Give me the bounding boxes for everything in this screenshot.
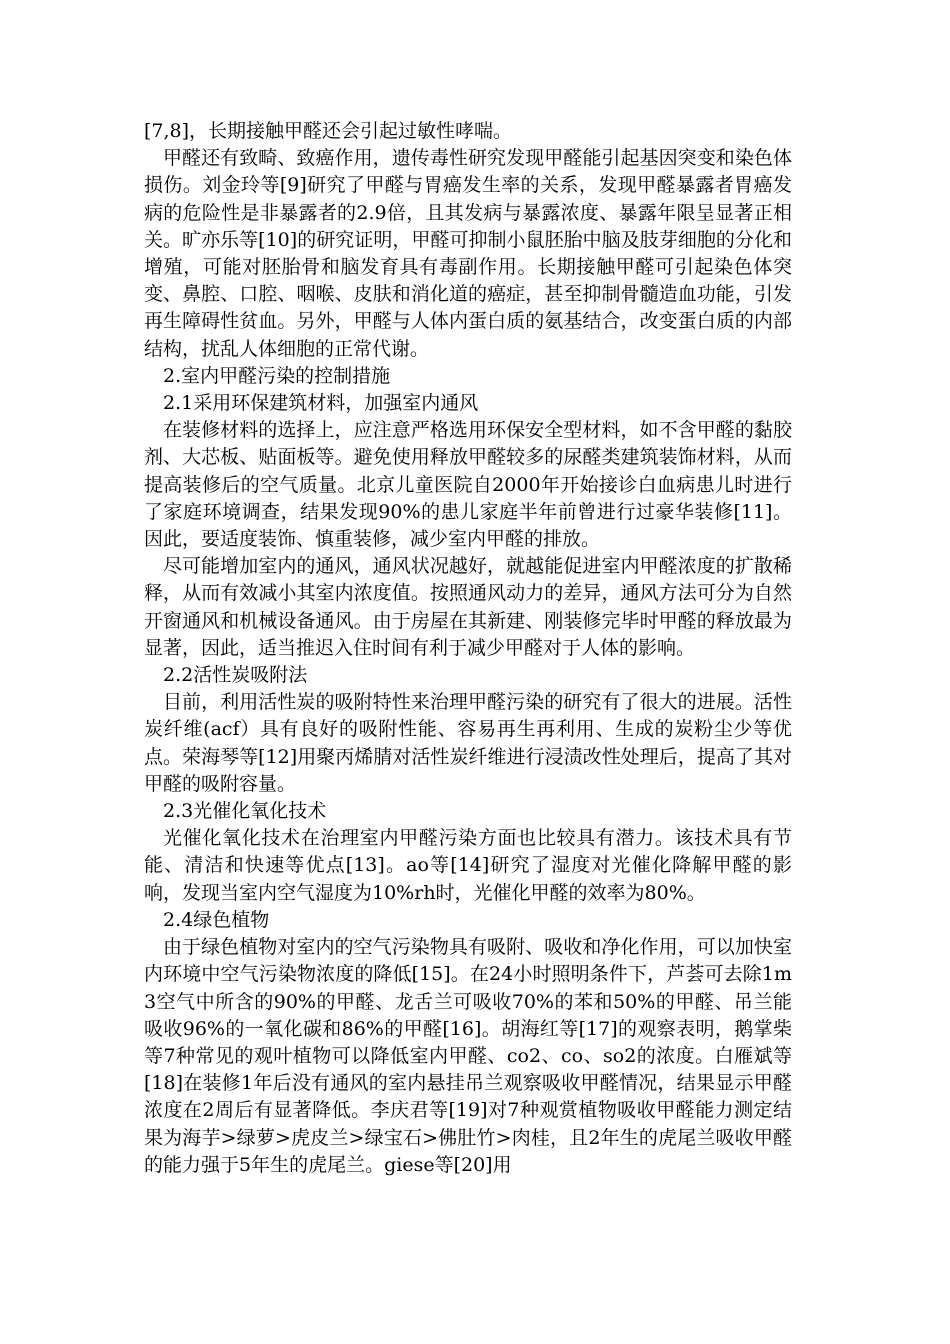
document-page	[144, 118, 792, 1179]
paragraph-activated-carbon: 目前，利用活性炭的吸附特性来治理甲醛污染的研究有了很大的进展。活性炭纤维(acf）具有良好的吸附性能、容易再生再利用、生成的炭粉尘少等优点。荣海琴等[12]用聚丙烯腈对活性炭纤维进行浸渍改性处理后，提高了其对甲醛的吸附容量。	[144, 691, 792, 795]
paragraph-formaldehyde-toxicity: 甲醛还有致畸、致癌作用，遗传毒性研究发现甲醛能引起基因突变和染色体损伤。刘金玲等[9]研究了甲醛与胃癌发生率的关系，发现甲醛暴露者胃癌发病的危险性是非暴露者的2.9倍，且其发病与暴露浓度、暴露年限呈显著正相关。旷亦乐等[10]的研究证明，甲醛可抑制小鼠胚胎中脑及肢芽细胞的分化和增殖，可能对胚胎骨和脑发育具有毒副作用。长期接触甲醛可引起染色体突变、鼻腔、口腔、咽喉、皮肤和消化道的癌症，甚至抑制骨髓造血功能，引发再生障碍性贫血。另外，甲醛与人体内蛋白质的氨基结合，改变蛋白质的内部结构，扰乱人体细胞的正常代谢。	[144, 147, 792, 360]
subsection-heading-activated-carbon: 2.2活性炭吸附法	[163, 664, 308, 687]
subsection-heading-green-plants: 2.4绿色植物	[163, 908, 270, 931]
subsection-heading-eco-materials: 2.1采用环保建筑材料，加强室内通风	[163, 392, 479, 415]
paragraph-ventilation: 尽可能增加室内的通风，通风状况越好，就越能促进室内甲醛浓度的扩散稀释，从而有效减小其室内浓度值。按照通风动力的差异，通风方法可分为自然开窗通风和机械设备通风。由于房屋在其新建、刚装修完毕时甲醛的释放最为显著，因此，适当推迟入住时间有利于减少甲醛对于人体的影响。	[144, 555, 792, 659]
paragraph-green-plants: 由于绿色植物对室内的空气污染物具有吸附、吸收和净化作用，可以加快室内环境中空气污染物浓度的降低[15]。在24小时照明条件下，芦荟可去除1m3空气中所含的90%的甲醛、龙舌兰可吸收70%的苯和50%的甲醛、吊兰能吸收96%的一氧化碳和86%的甲醛[16]。胡海红等[17]的观察表明，鹅掌柴等7种常见的观叶植物可以降低室内甲醛、co2、co、so2的浓度。白雁斌等[18]在装修1年后没有通风的室内悬挂吊兰观察吸收甲醛情况，结果显示甲醛浓度在2周后有显著降低。李庆君等[19]对7种观赏植物吸收甲醛能力测定结果为海芋>绿萝>虎皮兰>绿宝石>佛肚竹>肉桂，且2年生的虎尾兰吸收甲醛的能力强于5年生的虎尾兰。giese等[20]用	[144, 936, 792, 1176]
paragraph-material-selection: 在装修材料的选择上，应注意严格选用环保安全型材料，如不含甲醛的黏胶剂、大芯板、贴面板等。避免使用释放甲醛较多的尿醛类建筑装饰材料，从而提高装修后的空气质量。北京儿童医院自2000年开始接诊白血病患儿时进行了家庭环境调查，结果发现90%的患儿家庭半年前曾进行过豪华装修[11]。因此，要适度装饰、慎重装修，减少室内甲醛的排放。	[144, 419, 792, 551]
paragraph-continuation: [7,8]，长期接触甲醛还会引起过敏性哮喘。	[144, 120, 513, 142]
paragraph-photocatalysis: 光催化氧化技术在治理室内甲醛污染方面也比较具有潜力。该技术具有节能、清洁和快速等优点[13]。ao等[14]研究了湿度对光催化降解甲醛的影响，发现当室内空气湿度为10%rh时，光催化甲醛的效率为80%。	[144, 827, 792, 904]
section-heading-control-measures: 2.室内甲醛污染的控制措施	[163, 364, 391, 387]
subsection-heading-photocatalysis: 2.3光催化氧化技术	[163, 800, 327, 823]
